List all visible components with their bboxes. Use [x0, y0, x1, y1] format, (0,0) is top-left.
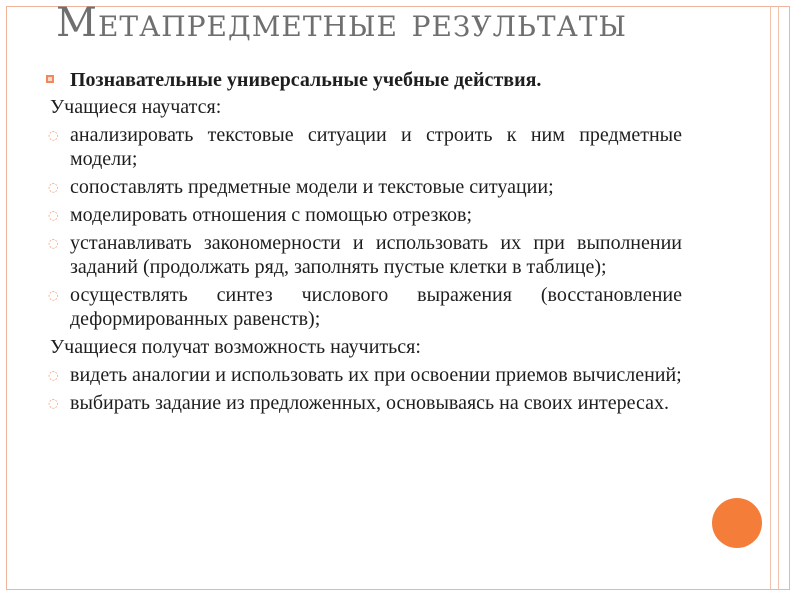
list-item-text: сопоставлять предметные модели и текстовые ситуации;	[70, 176, 554, 198]
bullet-icon: ◌	[48, 208, 59, 222]
frame-line-right-outer	[778, 6, 779, 590]
bullet-icon: ◌	[48, 180, 59, 194]
bullet-icon: ◌	[48, 128, 59, 142]
list-item	[44, 175, 682, 199]
list-item-text: осуществлять синтез числового выражения (восстановление деформированных равенств);	[70, 284, 682, 330]
list-item-text: видеть аналогии и использовать их при освоении приемов вычислений;	[70, 364, 682, 386]
list-item	[44, 283, 682, 331]
decorative-circle	[712, 498, 762, 548]
intro-learn: Учащиеся научатся:	[50, 96, 222, 118]
list-item-text: анализировать текстовые ситуации и строить к ним предметные модели;	[70, 124, 682, 170]
bullet-icon: ◌	[48, 396, 59, 410]
bullet-icon: ◌	[48, 368, 59, 382]
list-item	[44, 391, 682, 415]
section-heading-text: Познавательные универсальные учебные действия.	[70, 69, 542, 91]
list-item	[44, 203, 682, 227]
square-bullet-icon	[46, 75, 54, 83]
list-item-text: устанавливать закономерности и использовать их при выполнении заданий (продолжать ряд, заполнять пустые клетки в таблице);	[70, 232, 682, 278]
list-item	[44, 123, 682, 171]
slide-content	[44, 68, 682, 419]
section-heading	[44, 68, 682, 92]
slide-title: Метапредметные результаты	[56, 0, 627, 46]
list-item-text: моделировать отношения с помощью отрезков;	[70, 204, 473, 226]
list-item	[44, 363, 682, 387]
list-item-text: выбирать задание из предложенных, основываясь на своих интересах.	[70, 392, 670, 414]
intro-opportunity: Учащиеся получат возможность научиться:	[50, 336, 421, 358]
list-item	[44, 231, 682, 279]
bullet-icon: ◌	[48, 288, 59, 302]
frame-line-right-inner	[770, 6, 771, 590]
bullet-icon: ◌	[48, 236, 59, 250]
